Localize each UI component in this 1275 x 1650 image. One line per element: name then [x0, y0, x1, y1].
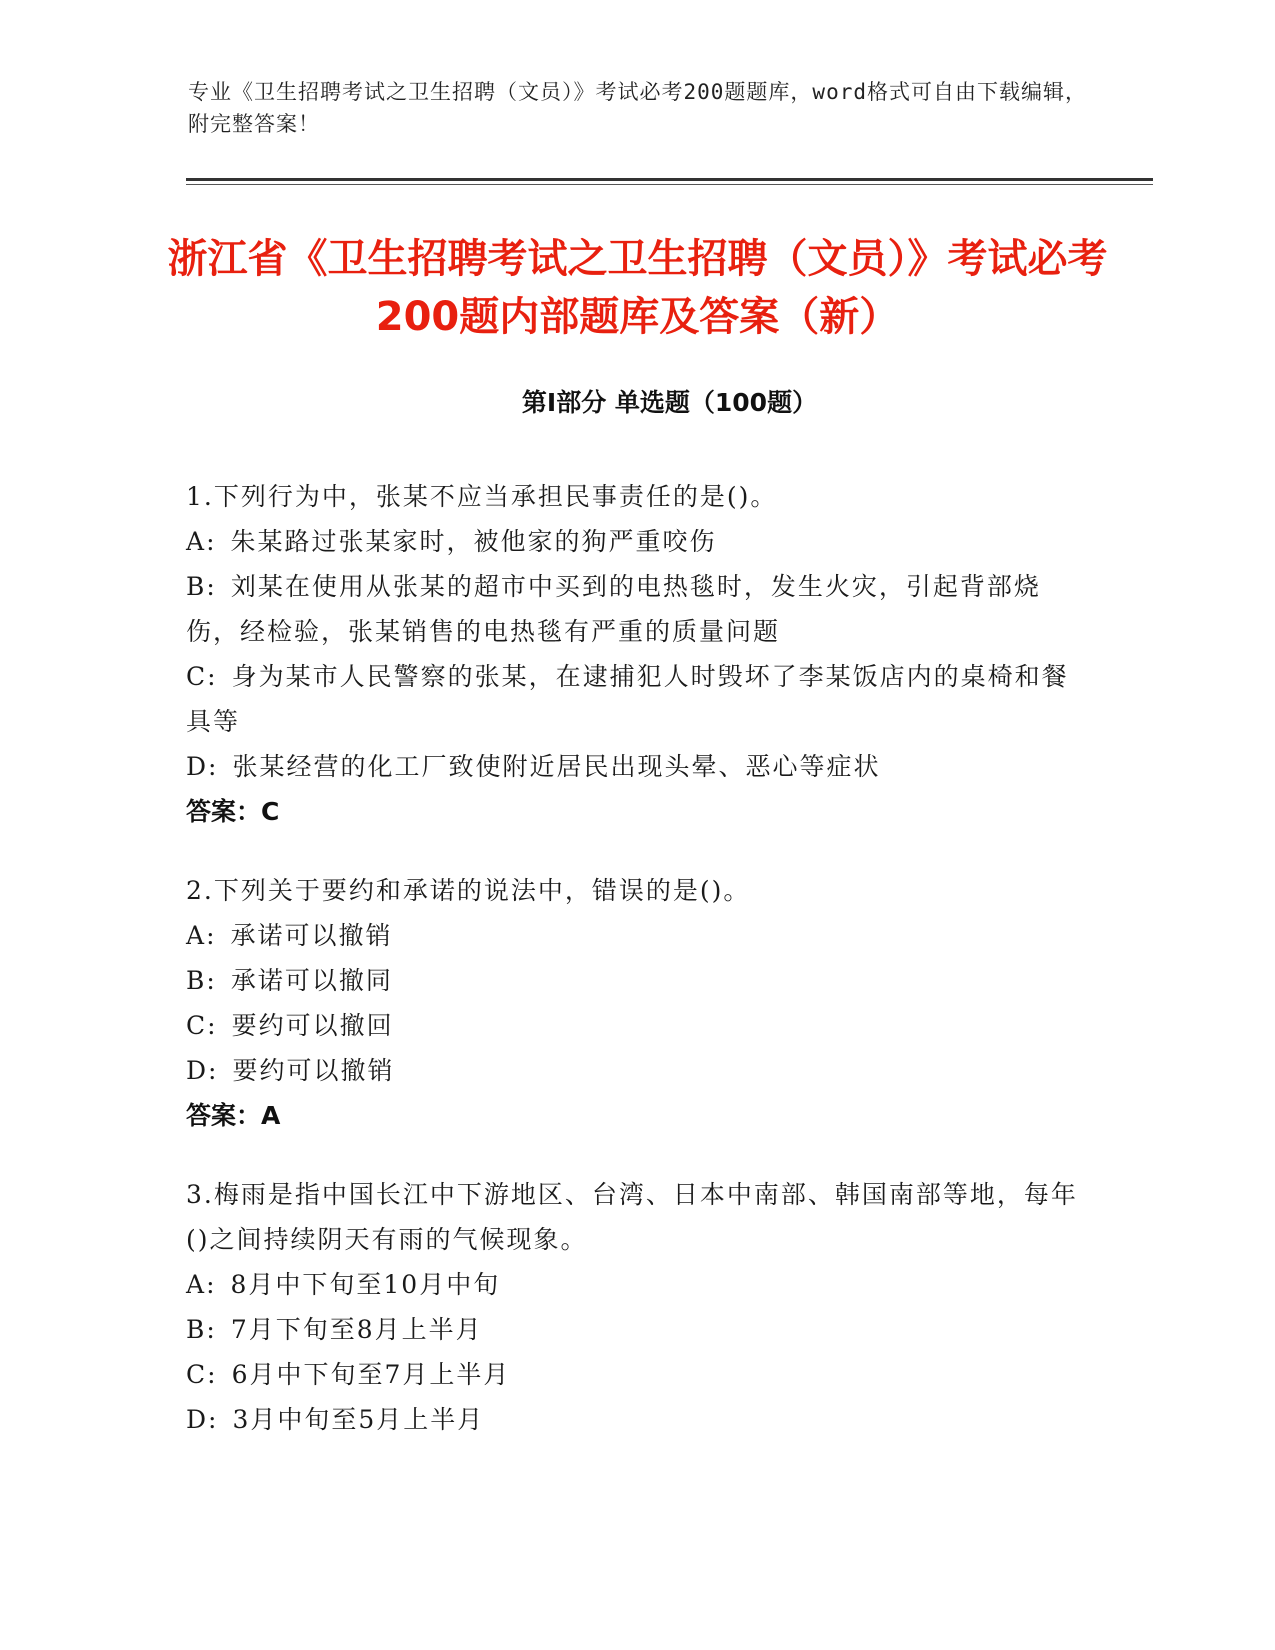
option-d: D: 3月中旬至5月上半月: [186, 1397, 1086, 1442]
option-letter: D: [186, 1056, 209, 1085]
answer-label: 答案：: [186, 1101, 262, 1130]
option-c: C: 身为某市人民警察的张某，在逮捕犯人时毁坏了李某饭店内的桌椅和餐具等: [186, 654, 1086, 744]
option-text: 要约可以撤回: [231, 1011, 394, 1040]
option-letter: C: [186, 662, 208, 691]
header-note: 专业《卫生招聘考试之卫生招聘（文员）》考试必考200题题库，word格式可自由下载编辑，附完整答案！: [188, 80, 1087, 136]
option-d: D: 张某经营的化工厂致使附近居民出现头晕、恶心等症状: [186, 744, 1086, 789]
option-text: 3月中旬至5月上半月: [232, 1405, 485, 1434]
answer-line: [186, 1093, 1086, 1138]
option-text: 要约可以撤销: [232, 1056, 395, 1085]
answer-value: A: [261, 1101, 281, 1130]
option-text: 6月中下旬至7月上半月: [231, 1360, 511, 1389]
section-title: 第I部分 单选题（100题）: [521, 388, 818, 417]
answer-value: C: [261, 797, 280, 826]
option-text: 朱某路过张某家时，被他家的狗严重咬伤: [230, 527, 717, 556]
option-text: 张某经营的化工厂致使附近居民出现头晕、恶心等症状: [232, 752, 881, 781]
option-text: 7月下旬至8月上半月: [230, 1315, 483, 1344]
option-letter: A: [186, 527, 207, 556]
option-b: B: 承诺可以撤同: [186, 958, 1086, 1003]
option-d: D: 要约可以撤销: [186, 1048, 1086, 1093]
option-letter: C: [186, 1011, 208, 1040]
option-letter: B: [186, 966, 207, 995]
document-title: 浙江省《卫生招聘考试之卫生招聘（文员）》考试必考200题内部题库及答案（新）: [167, 236, 1108, 340]
option-letter: C: [186, 1360, 208, 1389]
option-letter: B: [186, 572, 207, 601]
answer-label: 答案：: [186, 797, 262, 826]
option-text: 承诺可以撤销: [230, 921, 393, 950]
option-letter: A: [186, 1270, 207, 1299]
header-divider-thin: [186, 184, 1153, 185]
header-divider-thick: [186, 178, 1153, 181]
option-b: B: 刘某在使用从张某的超市中买到的电热毯时，发生火灾，引起背部烧伤，经检验，张某销售的电热毯有严重的质量问题: [186, 564, 1086, 654]
option-b: B: 7月下旬至8月上半月: [186, 1307, 1086, 1352]
option-letter: A: [186, 921, 207, 950]
option-c: C: 6月中下旬至7月上半月: [186, 1352, 1086, 1397]
question-stem: 3.梅雨是指中国长江中下游地区、台湾、日本中南部、韩国南部等地，每年()之间持续阴天有雨的气候现象。: [186, 1180, 1078, 1254]
question-list: [186, 474, 1086, 1476]
option-a: A: 8月中下旬至10月中旬: [186, 1262, 1086, 1307]
option-text: 身为某市人民警察的张某，在逮捕犯人时毁坏了李某饭店内的桌椅和餐具等: [186, 662, 1069, 736]
option-letter: D: [186, 1405, 209, 1434]
option-text: 8月中下旬至10月中旬: [230, 1270, 501, 1299]
option-letter: B: [186, 1315, 207, 1344]
question-1: [186, 474, 1086, 834]
question-2: [186, 868, 1086, 1138]
answer-line: [186, 789, 1086, 834]
option-text: 刘某在使用从张某的超市中买到的电热毯时，发生火灾，引起背部烧伤，经检验，张某销售的电热毯有严重的质量问题: [186, 572, 1041, 646]
option-c: C: 要约可以撤回: [186, 1003, 1086, 1048]
question-stem: 2.下列关于要约和承诺的说法中，错误的是()。: [186, 876, 751, 905]
option-a: A: 朱某路过张某家时，被他家的狗严重咬伤: [186, 519, 1086, 564]
option-text: 承诺可以撤同: [230, 966, 393, 995]
option-letter: D: [186, 752, 209, 781]
option-a: A: 承诺可以撤销: [186, 913, 1086, 958]
question-3: [186, 1172, 1086, 1442]
question-stem: 1.下列行为中，张某不应当承担民事责任的是()。: [186, 482, 778, 511]
